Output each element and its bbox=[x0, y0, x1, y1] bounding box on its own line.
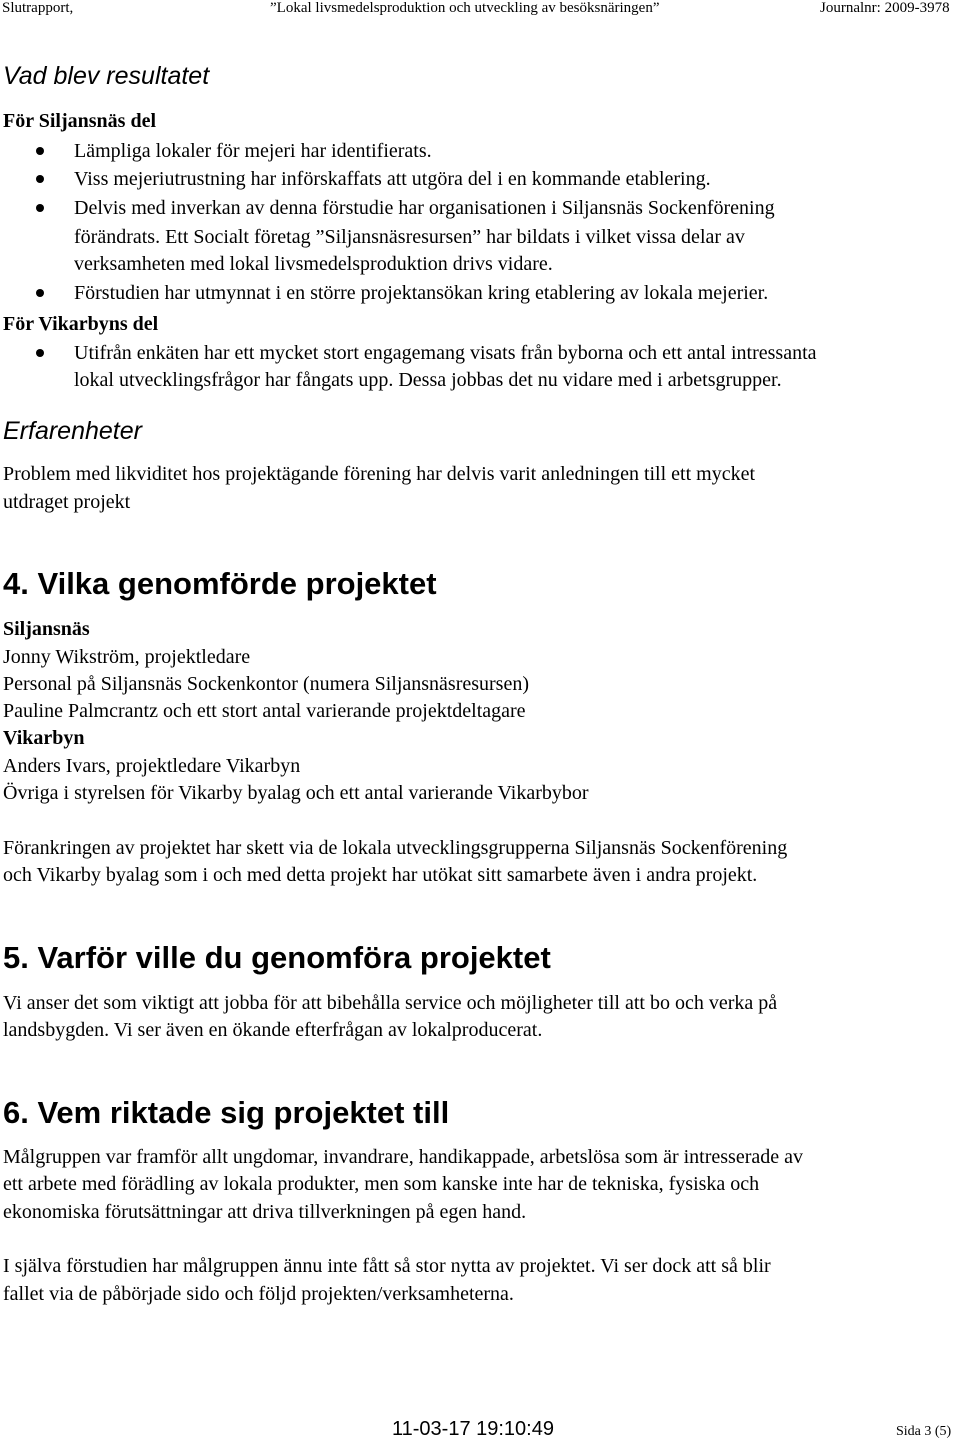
vikarbyn-part-label: För Vikarbyns del bbox=[3, 313, 159, 335]
section-5-line-2: landsbygden. Vi ser även en ökande efterfrågan av lokalproducerat. bbox=[3, 1019, 543, 1041]
bullet-icon bbox=[36, 147, 44, 155]
bullet-icon bbox=[36, 289, 44, 297]
section-6-para-1-line-2: ett arbete med förädling av lokala produkter, men som kanske inte har de tekniska, fysiska och bbox=[3, 1173, 760, 1195]
participant-line: Jonny Wikström, projektledare bbox=[3, 646, 251, 668]
bullet-icon bbox=[36, 349, 44, 357]
section-5-line-1: Vi anser det som viktigt att jobba för att bibehålla service och möjligheter till att bo och verka på bbox=[3, 992, 778, 1014]
section-6-heading: 6. Vem riktade sig projektet till bbox=[3, 1095, 450, 1130]
anchoring-line-2: och Vikarby byalag som i och med detta projekt har utökat sitt samarbete även i andra projekt. bbox=[3, 864, 758, 886]
section-6-para-1-line-3: ekonomiska förutsättningar att driva tillverkningen på egen hand. bbox=[3, 1201, 527, 1223]
section-5-heading: 5. Varför ville du genomföra projektet bbox=[3, 940, 551, 975]
result-bullet-3-line-2: förändrats. Ett Socialt företag ”Siljansnäsresursen” har bildats i vilket vissa delar av bbox=[74, 226, 745, 248]
section-4-heading: 4. Vilka genomförde projektet bbox=[3, 566, 437, 601]
result-bullet-3-line-1: Delvis med inverkan av denna förstudie har organisationen i Siljansnäs Sockenförening bbox=[74, 197, 775, 219]
footer-page-number: Sida 3 (5) bbox=[896, 1424, 952, 1439]
header-project-title: ”Lokal livsmedelsproduktion och utveckling av besöksnäringen” bbox=[270, 0, 660, 16]
participant-line: Anders Ivars, projektledare Vikarbyn bbox=[3, 755, 301, 777]
header-journal-number: Journalnr: 2009-3978 bbox=[820, 0, 950, 16]
experience-line-2: utdraget projekt bbox=[3, 491, 131, 513]
participant-line: Personal på Siljansnäs Sockenkontor (numera Siljansnäsresursen) bbox=[3, 673, 530, 695]
anchoring-line-1: Förankringen av projektet har skett via de lokala utvecklingsgrupperna Siljansnäs Sockenförening bbox=[3, 837, 788, 859]
section-6-para-2-line-1: I själva förstudien har målgruppen ännu inte fått så stor nytta av projektet. Vi ser dock att så blir bbox=[3, 1255, 771, 1277]
result-bullet-2: Viss mejeriutrustning har införskaffats att utgöra del i en kommande etablering. bbox=[74, 168, 711, 190]
experience-heading: Erfarenheter bbox=[3, 417, 142, 445]
bullet-icon bbox=[36, 204, 44, 212]
result-bullet-3-line-3: verksamheten med lokal livsmedelsproduktion drivs vidare. bbox=[74, 253, 553, 275]
vikarbyn-bullet-line-2: lokal utvecklingsfrågor har fångats upp. Dessa jobbas det nu vidare med i arbetsgrupper. bbox=[74, 369, 782, 391]
participant-line: Övriga i styrelsen för Vikarby byalag och ett antal varierande Vikarbybor bbox=[3, 782, 589, 804]
result-bullet-4: Förstudien har utmynnat i en större projektansökan kring etablering av lokala mejerier. bbox=[74, 282, 769, 304]
vikarbyn-bullet-line-1: Utifrån enkäten har ett mycket stort engagemang visats från byborna och ett antal intressanta bbox=[74, 342, 817, 364]
result-heading: Vad blev resultatet bbox=[3, 62, 210, 90]
result-bullet-1: Lämpliga lokaler för mejeri har identifierats. bbox=[74, 140, 432, 162]
siljansnas-label: Siljansnäs bbox=[3, 618, 90, 640]
page-header bbox=[0, 0, 960, 22]
bullet-icon bbox=[36, 175, 44, 183]
experience-line-1: Problem med likviditet hos projektägande förening har delvis varit anledningen till ett mycket bbox=[3, 463, 756, 485]
vikarbyn-label: Vikarbyn bbox=[3, 727, 85, 749]
siljansnas-part-label: För Siljansnäs del bbox=[3, 110, 156, 132]
participant-line: Pauline Palmcrantz och ett stort antal varierande projektdeltagare bbox=[3, 700, 526, 722]
section-6-para-2-line-2: fallet via de påbörjade sido och följd projekten/verksamheterna. bbox=[3, 1283, 514, 1305]
section-6-para-1-line-1: Målgruppen var framför allt ungdomar, invandrare, handikappade, arbetslösa som är intresserade av bbox=[3, 1146, 804, 1168]
footer-timestamp: 11-03-17 19:10:49 bbox=[392, 1418, 554, 1440]
header-report-type: Slutrapport, bbox=[2, 0, 74, 16]
